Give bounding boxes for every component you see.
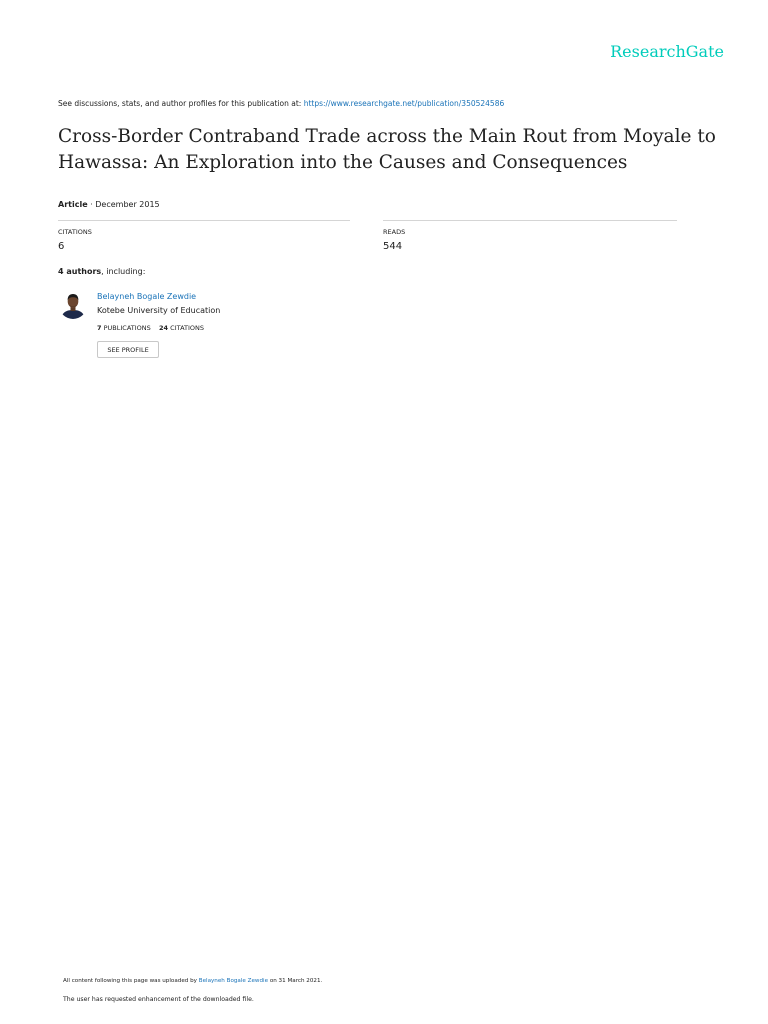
author-avatar[interactable]: [59, 291, 87, 319]
enhancement-note: The user has requested enhancement of the downloaded file.: [63, 996, 254, 1003]
authors-suffix: , including:: [101, 267, 146, 276]
publication-link[interactable]: https://www.researchgate.net/publication/350524586: [303, 99, 505, 108]
reads-divider: [383, 220, 677, 221]
author-citations-label: CITATIONS: [170, 324, 205, 332]
publication-title: Cross-Border Contraband Trade across the Main Rout from Moyale to Hawassa: An Exploration into the Causes and Consequences: [58, 126, 716, 173]
upload-note: [63, 978, 322, 984]
citations-label: CITATIONS: [58, 228, 92, 236]
reads-label: READS: [383, 228, 406, 236]
upload-suffix: on 31 March 2021.: [269, 978, 323, 984]
see-profile-button[interactable]: SEE PROFILE: [97, 341, 159, 358]
publication-type: Article: [58, 200, 88, 209]
publication-date: · December 2015: [90, 200, 160, 209]
citations-divider: [58, 220, 350, 221]
author-citations-count: 24: [159, 324, 169, 332]
authors-count: 4 authors: [58, 267, 102, 276]
author-publications-label: PUBLICATIONS: [103, 324, 151, 332]
author-stats: [97, 324, 204, 332]
reads-value: 544: [383, 241, 403, 252]
upload-prefix: All content following this page was uploaded by: [63, 978, 197, 984]
researchgate-logo[interactable]: ResearchGate: [610, 42, 724, 61]
discussion-line: [58, 99, 504, 108]
authors-heading: [58, 267, 145, 276]
publication-meta: [58, 200, 160, 209]
uploader-link[interactable]: Belayneh Bogale Zewdie: [198, 978, 269, 984]
discussion-prefix: See discussions, stats, and author profiles for this publication at:: [58, 99, 302, 108]
author-publications-count: 7: [97, 324, 102, 332]
author-photo-icon: [59, 291, 87, 319]
citations-value: 6: [58, 241, 65, 252]
author-institution: Kotebe University of Education: [97, 306, 221, 315]
author-name-link[interactable]: Belayneh Bogale Zewdie: [97, 292, 197, 301]
